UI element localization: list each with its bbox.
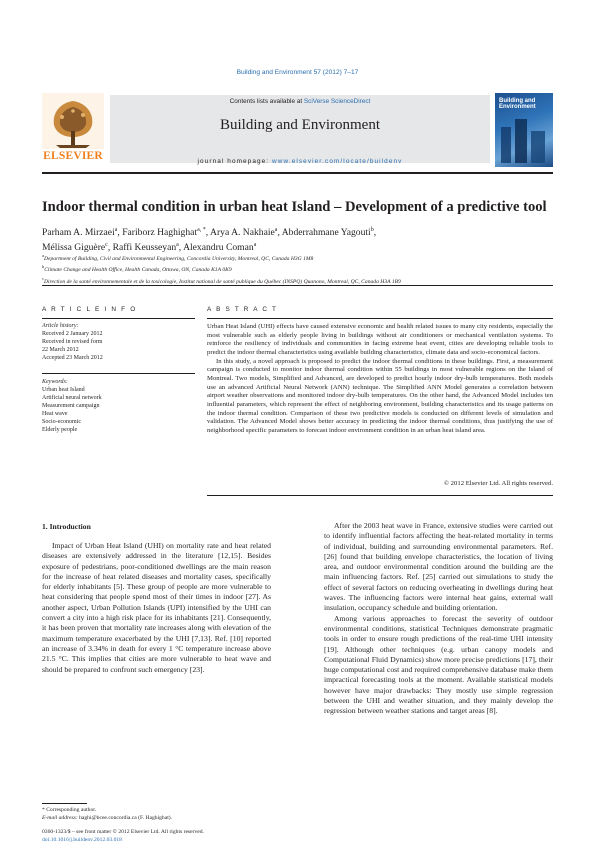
keywords-label: Keywords: (42, 379, 68, 385)
homepage-prefix: journal homepage: (197, 158, 273, 165)
author-line-1: Parham A. Mirzaei$^a$, Fariborz Haghighat$^{a, *}$, Arya A. Nakhaie$^a$, Abderrahmane Yagouti$^b$, (42, 227, 377, 239)
author-name: Abderrahmane Yagouti (281, 227, 371, 239)
corresponding-author-footnote (42, 806, 282, 822)
email-address[interactable]: haghi@bcee.concordia.ca (F. Haghighat). (79, 815, 173, 821)
author-affiliation-marker: a (176, 242, 179, 249)
history-item: Received in revised form (42, 339, 103, 345)
affiliation-item (42, 252, 562, 263)
keywords (42, 378, 195, 434)
contents-availability (110, 98, 490, 105)
author-list (42, 224, 522, 254)
article-history (42, 322, 195, 362)
journal-homepage (110, 158, 490, 165)
copyright-notice: © 2012 Elsevier Ltd. All rights reserved. (443, 480, 553, 487)
article-title: Indoor thermal condition in urban heat Island – Development of a predictive tool (42, 199, 547, 215)
author-affiliation-marker: c (105, 242, 108, 249)
homepage-link[interactable]: www.elsevier.com/locate/buildenv (272, 158, 403, 165)
author-affiliation-marker: a, * (197, 227, 206, 233)
author-affiliation-marker: a (274, 227, 278, 233)
author-name: Raffi Keusseyan (112, 242, 177, 254)
keyword-item: Measurement campaign (42, 403, 100, 409)
abstract-bottom-rule (207, 495, 553, 496)
author-affiliation-marker: b (370, 227, 374, 233)
affiliation-marker: a (42, 253, 44, 258)
article-info-rule (42, 318, 195, 319)
history-item: Received 2 January 2012 (42, 331, 103, 337)
affiliation-text: Climate Change and Health Office, Health Canada, Ottawa, ON, Canada K1A 0K9 (44, 267, 232, 274)
author-name: Arya A. Nakhaie (210, 227, 275, 239)
keyword-item: Artificial neural network (42, 395, 102, 401)
history-label: Article history: (42, 323, 79, 329)
footnote-rule (42, 803, 87, 804)
affiliation-marker: b (42, 264, 45, 270)
publisher-name: ELSEVIER (43, 150, 103, 162)
body-paragraph: Among various approaches to forecast the severity of outdoor environmental conditions, statistical Techniques demonstrate pragmatic tools in order to ensure rough predictions of the real-time UHI intensity [19]. Although other techniques (e.g. urban canopy models and Computational Fluid Dynamics) show more precise predictions [17], their huge computational cost and required comprehensive database make them impractical forecasting tools at the moment. Available statistical models however have major drawbacks: They mostly use simple regression between the UHI and weather situation, and they mainly develop the regression between weather stations and target areas [8]. (324, 613, 553, 716)
body-paragraph: After the 2003 heat wave in France, extensive studies were carried out to identify influential factors affecting the heat-related mortality in terms of individual, building and surrounding environmental parameters. Ref. [26] found that building envelope characteristics, the location of living area, and outdoor environmental condition around the building are the main influencing factors. Ref. [25] carried out simulations to study the effect of several factors on reducing overheating in dwellings during heat waves. The influencing factors were internal heat gains, external wall insulation, occupancy schedule and building orientation. (324, 521, 553, 613)
sciencedirect-link[interactable]: SciVerse ScienceDirect (303, 98, 371, 105)
article-info-heading: A R T I C L E I N F O (42, 306, 137, 313)
keyword-item: Elderly people (42, 427, 78, 433)
journal-citation: Building and Environment 57 (2012) 7–17 (236, 69, 359, 76)
abstract-body (207, 323, 553, 436)
body-column-right (324, 521, 553, 717)
history-item: Accepted 23 March 2012 (42, 355, 103, 361)
affiliation-marker: c (42, 275, 44, 281)
author-line-2: Mélissa Giguère$^c$, Raffi Keusseyan$^a$, Alexandru Coman$^a$ (42, 242, 257, 254)
abstract-paragraph: In this study, a novel approach is proposed to predict the indoor thermal conditions in these buildings. First, a measurement campaign is conducted to monitor indoor thermal condition within 55 buildings in most vulnerable regions on the Island of Montreal. Two models, Simplified and Advanced, are developed to predict hourly indoor dry-bulb temperatures. Both models use an advanced Artificial Neural Network (ANN) technique. The Simplified ANN Model generates a correlation between airport weather observations and monitored indoor dry-bulb temperatures. On the other hand, the Advanced Model includes ten influential parameters, which represent the effect of neighboring environment, building characteristics and its usage patterns on the indoor thermal condition. Comparison of these two predictive models is conducted on different levels of simulation and validation. The Advanced Model shows better accuracy in predicting the indoor thermal conditions, thus justifying the use of neighborhood specific parameters to forecast indoor environment condition in an urban heat island area. (207, 357, 553, 434)
author-name: Alexandru Coman (183, 242, 254, 254)
author-name: Parham A. Mirzaei (42, 227, 115, 239)
cover-title: Building and Environment (499, 98, 536, 111)
author-affiliation-marker: a (114, 227, 118, 233)
author-name: Mélissa Giguère (42, 242, 106, 254)
keyword-item: Urban heat Island (42, 387, 85, 393)
abstract-heading: A B S T R A C T (207, 306, 278, 313)
email-label: E-mail address: (42, 815, 78, 821)
journal-title: Building and Environment (220, 117, 380, 133)
author-name: Fariborz Haghighat (122, 227, 198, 239)
doi-link[interactable]: doi:10.1016/j.buildenv.2012.03.018 (42, 837, 122, 842)
title-block-rule (42, 285, 553, 286)
keyword-item: Heat wave (42, 411, 68, 417)
abstract-paragraph: Urban Heat Island (UHI) effects have caused extensive economic and health related issues to many city residents, especially the most vulnerable such as elderly people living in buildings without air conditioners or mechanical ventilation systems. To reinforce the resiliency of individuals and communities in facing extreme heat event, cities are developing reliable tools to predict the indoor thermal characteristics using available building characteristics, climate data and socio-economical factors. (207, 323, 553, 356)
affiliation-list (42, 252, 562, 286)
affiliation-text: Direction de la santé environnementale et de la toxicologie, Institut national de santé publique du Québec (INSPQ) Quanono, Montreal, QC, Canada H3A 1B9 (43, 278, 401, 285)
author-affiliation-marker: a (253, 242, 257, 249)
journal-cover-thumbnail (495, 93, 553, 167)
contents-prefix: Contents lists available at (229, 98, 304, 105)
front-matter-line: 0360-1323/$ – see front matter © 2012 Elsevier Ltd. All rights reserved. (42, 829, 204, 835)
affiliation-item (42, 263, 562, 274)
keyword-item: Socio-economic (42, 419, 81, 425)
affiliation-text: Department of Building, Civil and Environmental Engineering, Concordia University, Montreal, QC, Canada H3G 1M8 (43, 255, 314, 262)
header-rule (42, 172, 553, 174)
body-paragraph: Impact of Urban Heat Island (UHI) on mortality rate and heat related diseases are extensively addressed in the literature [12,15]. Besides exposure of pedestrians, poor-conditioned dwellings are the main reason for the increase of heat related diseases and mortality cases, specifically for elderly inhabitants [5]. These group of people are more vulnerable to heat considering that people spend most of their times in indoor [27]. As another aspect, Urban Pollution Islands (UPI) intensified by the UHI can convert a city into a high risk place for its inhabitants [21]. Consequently, it has been proven that mortality rate increases along with elevation of the maximum temperature exacerbated by the UHI [7,13]. Ref. [10] reported an increase of 3.34% in death for every 1 °C temperature increase above 21.5 °C. This implies that cities are more vulnerable to heat wave and should be prepared to confront such emergency [23]. (42, 541, 271, 674)
email-line (42, 814, 282, 822)
history-item: 22 March 2012 (42, 347, 79, 353)
body-column-left (42, 541, 271, 675)
cover-building-graphic (495, 93, 553, 167)
section-heading-introduction: 1. Introduction (42, 522, 91, 531)
front-matter (42, 828, 342, 842)
corresponding-author-label: * Corresponding author. (42, 807, 97, 813)
abstract-rule (207, 318, 553, 319)
